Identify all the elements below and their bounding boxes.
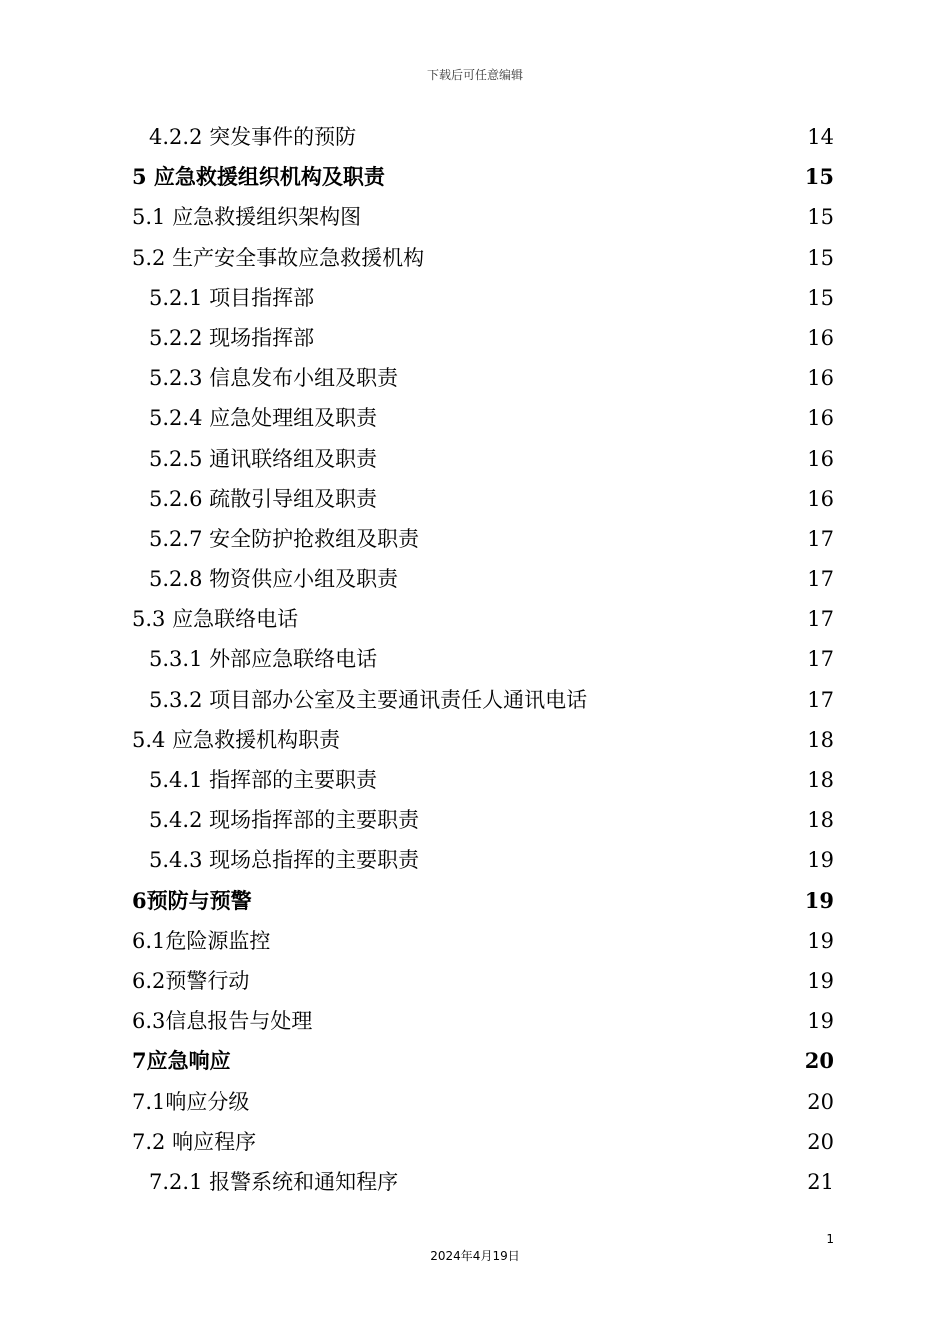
page-header: 下载后可任意编辑	[426, 68, 523, 82]
toc-entry-title: 5.2.1 项目指挥部	[149, 285, 315, 310]
toc-entry[interactable]	[0, 398, 950, 438]
toc-entry[interactable]	[0, 1041, 950, 1081]
toc-entry-page-number: 18	[807, 768, 834, 792]
toc-entry[interactable]	[0, 117, 950, 157]
toc-entry-title: 6.1危险源监控	[132, 928, 271, 953]
toc-entry-page-number: 19	[807, 968, 834, 993]
toc-entry-title: 7.1响应分级	[132, 1089, 250, 1114]
toc-entry[interactable]	[0, 559, 950, 599]
toc-entry[interactable]	[0, 1001, 950, 1041]
toc-entry-title: 5.2.3 信息发布小组及职责	[149, 366, 399, 391]
toc-entry-page-number: 16	[807, 486, 834, 511]
toc-entry[interactable]	[0, 278, 950, 318]
toc-entry[interactable]	[0, 639, 950, 679]
toc-entry-title: 5.4.1 指挥部的主要职责	[149, 768, 378, 792]
toc-entry[interactable]	[0, 720, 950, 760]
toc-entry[interactable]	[0, 439, 950, 479]
toc-entry-page-number: 15	[807, 245, 834, 270]
toc-entry[interactable]	[0, 197, 950, 237]
toc-entry-title: 5.4 应急救援机构职责	[132, 727, 341, 752]
toc-entry-page-number: 20	[807, 1089, 834, 1114]
toc-entry-page-number: 15	[807, 285, 834, 310]
toc-entry-page-number: 19	[804, 887, 834, 913]
toc-entry-page-number: 17	[807, 607, 834, 632]
toc-entry-title: 5 应急救援组织机构及职责	[132, 164, 385, 190]
toc-entry[interactable]	[0, 1082, 950, 1122]
page-footer-date: 2024年4月19日	[430, 1249, 520, 1263]
toc-entry-page-number: 20	[807, 1129, 834, 1154]
toc-entry-title: 5.2.8 物资供应小组及职责	[149, 567, 399, 592]
toc-entry[interactable]	[0, 318, 950, 358]
toc-entry-title: 5.2.2 现场指挥部	[149, 325, 315, 350]
toc-entry-title: 4.2.2 突发事件的预防	[149, 125, 357, 149]
toc-entry-title: 7.2 响应程序	[132, 1129, 257, 1154]
toc-entry[interactable]	[0, 921, 950, 961]
page-number: 1	[826, 1232, 834, 1246]
toc-entry[interactable]	[0, 358, 950, 398]
toc-entry-page-number: 20	[804, 1048, 834, 1074]
toc-entry-page-number: 16	[807, 366, 834, 391]
toc-entry[interactable]	[0, 479, 950, 519]
toc-entry-page-number: 21	[807, 1169, 834, 1194]
toc-entry-title: 5.4.3 现场总指挥的主要职责	[149, 848, 420, 873]
table-of-contents	[0, 117, 950, 1202]
toc-entry-page-number: 18	[807, 727, 834, 752]
toc-entry-title: 7应急响应	[132, 1048, 231, 1074]
toc-entry-page-number: 16	[807, 325, 834, 350]
toc-entry-page-number: 17	[807, 567, 834, 592]
toc-entry-title: 5.2.4 应急处理组及职责	[149, 406, 378, 431]
toc-entry-title: 5.1 应急救援组织架构图	[132, 205, 362, 230]
toc-entry-page-number: 19	[807, 848, 834, 873]
toc-entry-title: 5.2.7 安全防护抢救组及职责	[149, 526, 420, 551]
toc-entry[interactable]	[0, 800, 950, 840]
toc-entry[interactable]	[0, 760, 950, 800]
toc-entry-page-number: 19	[807, 928, 834, 953]
toc-entry-title: 6.3信息报告与处理	[132, 1009, 313, 1034]
toc-entry-title: 5.2 生产安全事故应急救援机构	[132, 245, 425, 270]
toc-entry-title: 5.2.6 疏散引导组及职责	[149, 486, 378, 511]
toc-entry[interactable]	[0, 1162, 950, 1202]
toc-entry[interactable]	[0, 840, 950, 880]
toc-entry-title: 5.2.5 通讯联络组及职责	[149, 446, 378, 471]
toc-entry-title: 6预防与预警	[132, 887, 252, 913]
toc-entry-title: 5.3 应急联络电话	[132, 607, 299, 632]
toc-entry[interactable]	[0, 680, 950, 720]
toc-entry-page-number: 17	[807, 526, 834, 551]
toc-entry-title: 5.4.2 现场指挥部的主要职责	[149, 808, 420, 833]
toc-entry[interactable]	[0, 961, 950, 1001]
toc-entry-title: 7.2.1 报警系统和通知程序	[149, 1169, 399, 1194]
toc-entry-page-number: 17	[807, 647, 834, 672]
toc-entry[interactable]	[0, 519, 950, 559]
toc-entry-page-number: 17	[807, 687, 834, 712]
toc-entry-page-number: 16	[807, 446, 834, 471]
toc-entry[interactable]	[0, 238, 950, 278]
toc-entry[interactable]	[0, 881, 950, 921]
toc-entry-page-number: 14	[807, 125, 834, 149]
toc-entry[interactable]	[0, 157, 950, 197]
toc-entry-page-number: 16	[807, 406, 834, 431]
toc-entry-page-number: 19	[807, 1009, 834, 1034]
toc-entry-title: 6.2预警行动	[132, 968, 250, 993]
toc-entry-page-number: 18	[807, 808, 834, 833]
toc-entry-page-number: 15	[804, 164, 834, 190]
toc-entry-page-number: 15	[807, 205, 834, 230]
toc-entry[interactable]	[0, 1122, 950, 1162]
toc-entry[interactable]	[0, 599, 950, 639]
toc-entry-title: 5.3.1 外部应急联络电话	[149, 647, 378, 672]
toc-entry-title: 5.3.2 项目部办公室及主要通讯责任人通讯电话	[149, 687, 588, 712]
